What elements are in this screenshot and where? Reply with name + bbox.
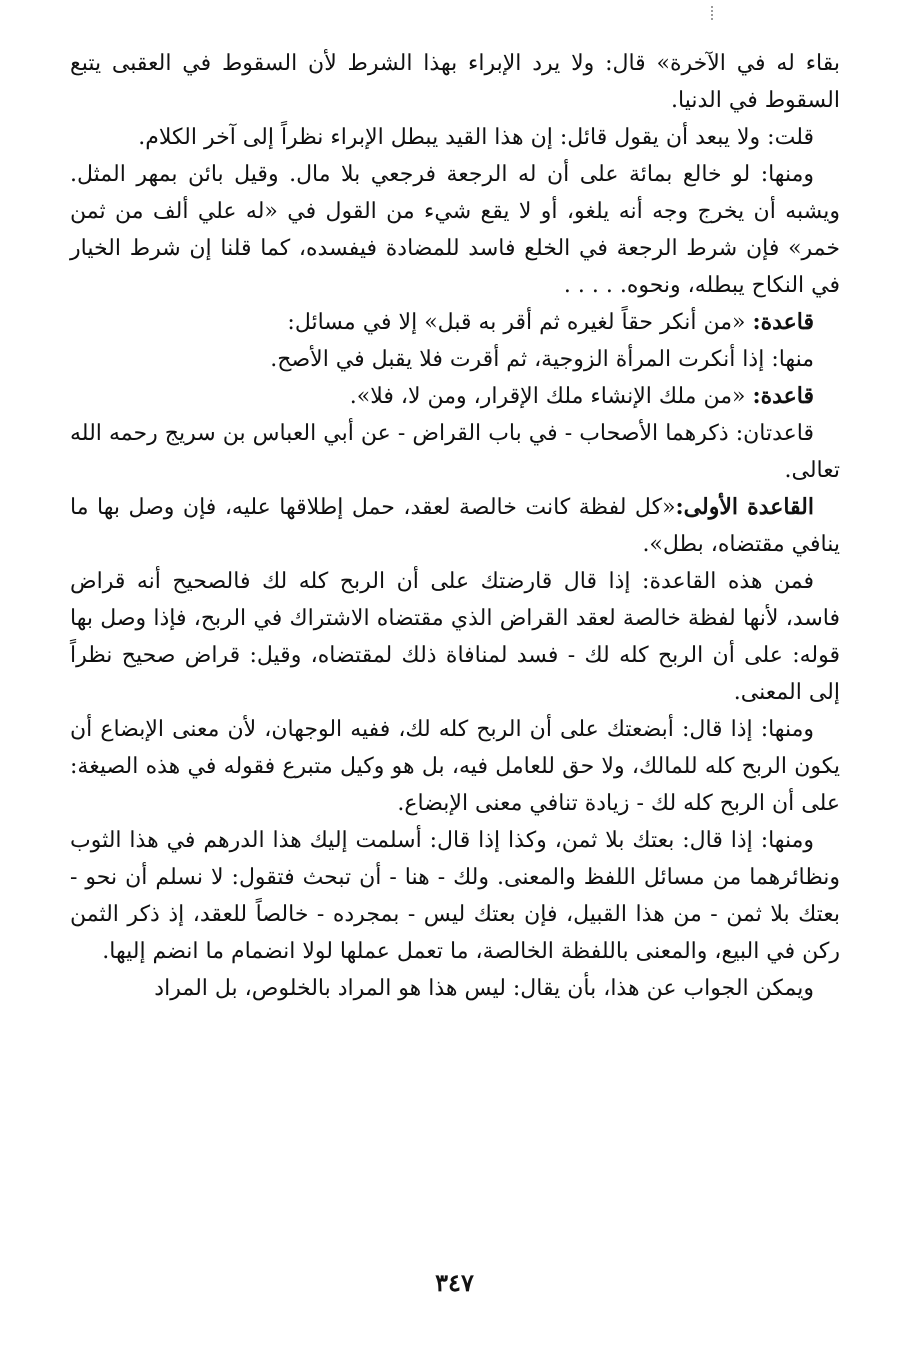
paragraph-3 <box>70 156 840 304</box>
paragraph-11-text: ومنها: إذا قال: بعتك بلا ثمن، وكذا إذا قال: أسلمت إليك هذا الدرهم في هذا الثوب ونظائرهما من مسائل اللفظ والمعنى. ولك - هنا - أن تبحث فتقول: لا نسلم أن نحو - بعتك بلا ثمن - من هذا القبيل، فإن بعتك ليس - بمجرده - خالصاً للعقد، إذ ذكر الثمن ركن في البيع، والمعنى باللفظة الخالصة، ما تعمل عملها لولا انضمام ما انضم إليها. <box>70 828 840 964</box>
page-number: ٣٤٧ <box>435 1268 474 1297</box>
paragraph-2-text: قلت: ولا يبعد أن يقول قائل: إن هذا القيد يبطل الإبراء نظراً إلى آخر الكلام. <box>138 125 814 150</box>
rule-1-label: قاعدة: <box>752 309 814 335</box>
rule-first-label: القاعدة الأولى: <box>675 494 814 520</box>
paragraph-1 <box>70 45 840 119</box>
paragraph-7-text: قاعدتان: ذكرهما الأصحاب - في باب القراض - عن أبي العباس بن سريج رحمه الله تعالى. <box>70 421 840 483</box>
paragraph-10-text: ومنها: إذا قال: أبضعتك على أن الربح كله لك، ففيه الوجهان، لأن معنى الإبضاع أن يكون الربح كله للمالك، ولا حق للعامل فيه، بل هو وكيل متبرع فقوله في هذه الصيغة: على أن الربح كله لك - زيادة تنافي معنى الإبضاع. <box>70 717 840 816</box>
paragraph-1-text: بقاء له في الآخرة» قال: ولا يرد الإبراء بهذا الشرط لأن السقوط في العقبى يتبع السقوط في الدنيا. <box>70 51 840 113</box>
rule-2-label: قاعدة: <box>752 383 814 409</box>
paragraph-11 <box>70 822 840 970</box>
paragraph-5 <box>70 341 840 378</box>
paragraph-9 <box>70 563 840 711</box>
paragraph-3-text: ومنها: لو خالع بمائة على أن له الرجعة فرجعي بلا مال. وقيل بائن بمهر المثل. ويشبه أن يخرج وجه أنه يلغو، أو لا يقع شيء من القول في «له علي ألف من ثمن خمر» فإن شرط الرجعة في الخلع فاسد للمضادة فيفسده، كما قلنا إن شرط الخيار في النكاح يبطله، ونحوه. . . . . <box>70 162 840 298</box>
rule-first <box>70 489 840 563</box>
scan-mark <box>711 6 717 20</box>
document-body <box>70 45 840 1007</box>
paragraph-10 <box>70 711 840 822</box>
paragraph-2 <box>70 119 840 156</box>
rule-1 <box>70 304 840 341</box>
paragraph-12 <box>70 970 840 1007</box>
paragraph-5-text: منها: إذا أنكرت المرأة الزوجية، ثم أقرت فلا يقبل في الأصح. <box>270 347 814 372</box>
paragraph-12-text: ويمكن الجواب عن هذا، بأن يقال: ليس هذا هو المراد بالخلوص، بل المراد <box>154 976 814 1001</box>
rule-2 <box>70 378 840 415</box>
paragraph-7 <box>70 415 840 489</box>
rule-first-text: «كل لفظة كانت خالصة لعقد، حمل إطلاقها عليه، فإن وصل بها ما ينافي مقتضاه، بطل». <box>70 495 840 557</box>
rule-1-text: «من أنكر حقاً لغيره ثم أقر به قبل» إلا في مسائل: <box>287 310 753 335</box>
rule-2-text: «من ملك الإنشاء ملك الإقرار، ومن لا، فلا». <box>349 384 753 409</box>
paragraph-9-text: فمن هذه القاعدة: إذا قال قارضتك على أن الربح كله لك فالصحيح أنه قراض فاسد، لأنها لفظة خالصة لعقد القراض الذي مقتضاه الاشتراك في الربح، فإذا وصل بها قوله: على أن الربح كله لك - فسد لمنافاة ذلك لمقتضاه، وقيل: قراض صحيح نظراً إلى المعنى. <box>70 569 840 705</box>
